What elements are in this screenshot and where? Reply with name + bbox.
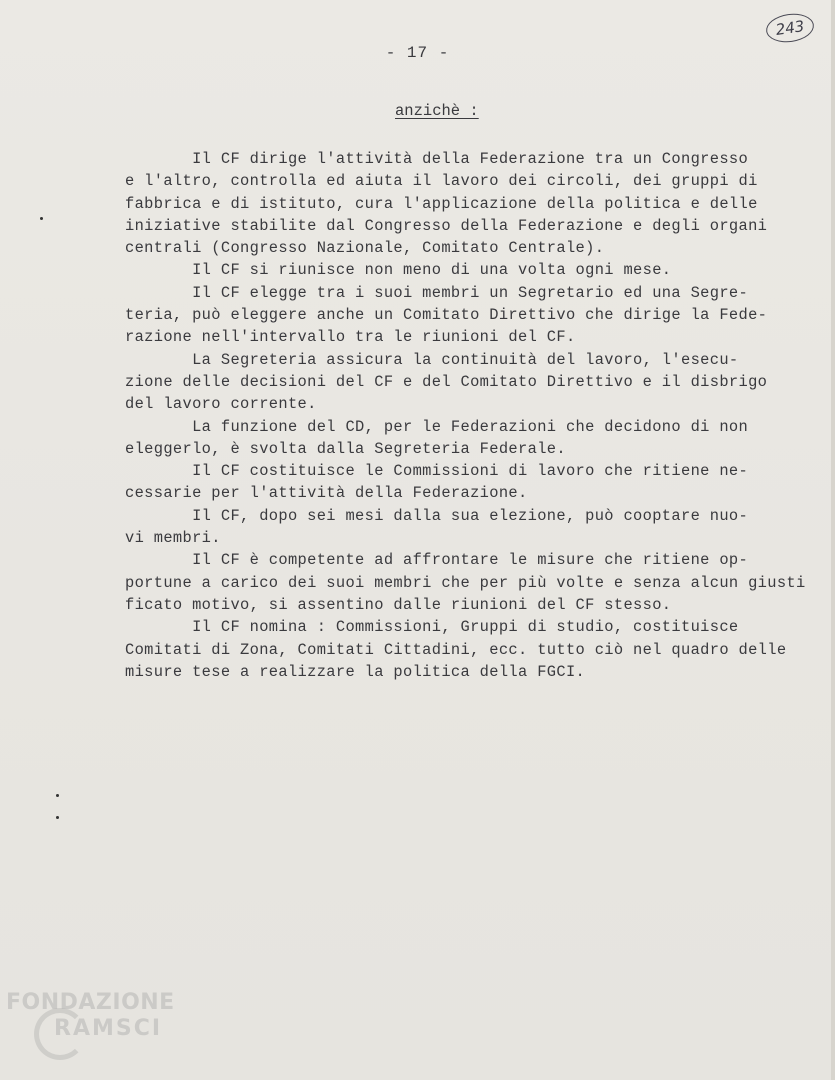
text-line: Il CF dirige l'attività della Federazione tra un Congresso: [125, 150, 749, 168]
margin-dot: [40, 217, 43, 220]
watermark-line1: FONDAZIONE: [6, 990, 175, 1015]
text-line: iniziative stabilite dal Congresso della Federazione e degli organi: [125, 216, 768, 235]
text-line: eleggerlo, è svolta dalla Segreteria Federale.: [125, 439, 566, 458]
text-line: misure tese a realizzare la politica della FGCI.: [125, 662, 586, 681]
body-text: [125, 148, 815, 683]
text-line: vi membri.: [125, 529, 221, 548]
text-line: Il CF elegge tra i suoi membri un Segretario ed una Segre-: [125, 283, 749, 302]
section-heading: anzichè :: [395, 102, 479, 120]
text-line: fabbrica e di istituto, cura l'applicazione della politica e delle: [125, 194, 758, 213]
watermark-line2: RAMSCI: [54, 1016, 163, 1041]
text-line: teria, può eleggere anche un Comitato Direttivo che dirige la Fede-: [125, 306, 768, 325]
text-line: cessarie per l'attività della Federazione.: [125, 484, 528, 503]
margin-dot: [56, 794, 59, 797]
text-line: portune a carico dei suoi membri che per più volte e senza alcun giusti: [125, 573, 806, 592]
text-line: La funzione del CD, per le Federazioni che decidono di non: [125, 417, 749, 436]
page-number: - 17 -: [385, 44, 450, 62]
text-line: zione delle decisioni del CF e del Comitato Direttivo e il disbrigo: [125, 372, 768, 391]
archive-number-stamp: 243: [764, 11, 815, 45]
text-line: Il CF costituisce le Commissioni di lavoro che ritiene ne-: [125, 462, 749, 481]
text-line: Il CF si riunisce non meno di una volta ogni mese.: [125, 261, 672, 280]
text-line: La Segreteria assicura la continuità del lavoro, l'esecu-: [125, 350, 739, 369]
text-line: e l'altro, controlla ed aiuta il lavoro dei circoli, dei gruppi di: [125, 172, 758, 191]
text-line: Il CF nomina : Commissioni, Gruppi di studio, costituisce: [125, 618, 739, 637]
text-line: Il CF è competente ad affrontare le misure che ritiene op-: [125, 551, 749, 570]
text-line: razione nell'intervallo tra le riunioni del CF.: [125, 328, 576, 347]
text-line: ficato motivo, si assentino dalle riunioni del CF stesso.: [125, 595, 672, 614]
text-line: Il CF, dopo sei mesi dalla sua elezione, può cooptare nuo-: [125, 506, 749, 525]
fondazione-gramsci-watermark: [6, 990, 206, 1060]
text-line: del lavoro corrente.: [125, 395, 317, 414]
paper-edge: [831, 0, 835, 1080]
watermark-g-logo-icon: [34, 1008, 86, 1060]
text-line: Comitati di Zona, Comitati Cittadini, ecc. tutto ciò nel quadro delle: [125, 640, 787, 659]
margin-dot: [56, 816, 59, 819]
text-line: centrali (Congresso Nazionale, Comitato Centrale).: [125, 239, 605, 258]
